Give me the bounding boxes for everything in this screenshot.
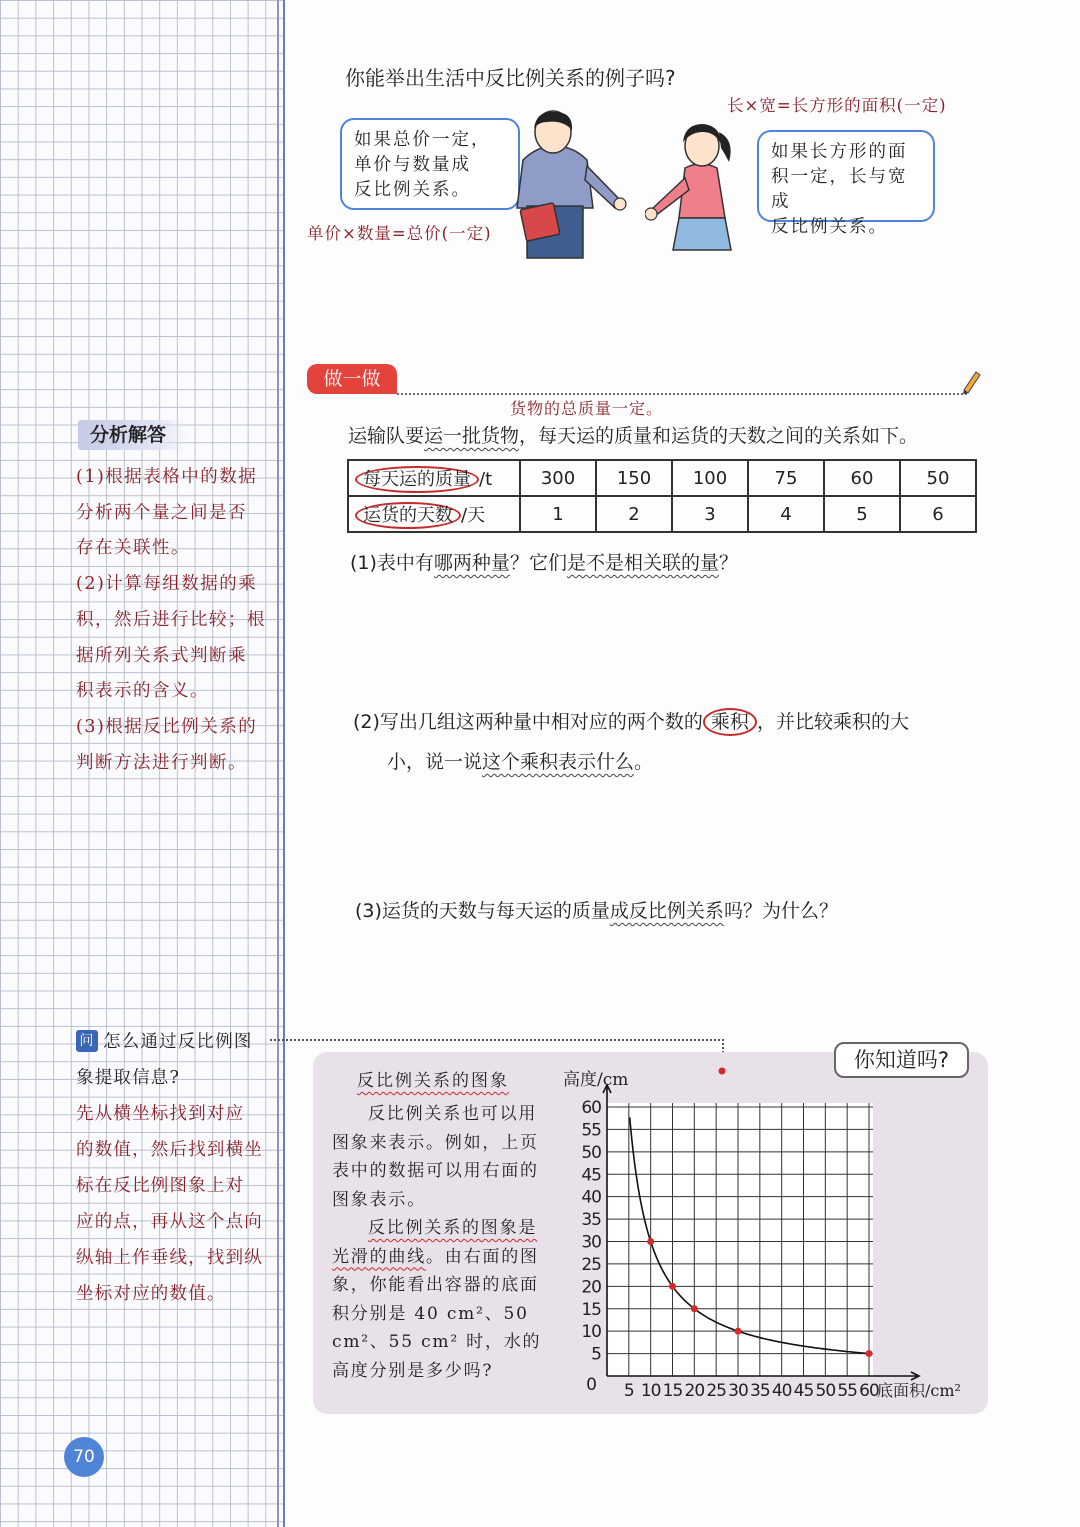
x-tick-label: 55 [837,1381,857,1401]
answer-line: 先从横坐标找到对应 [76,1104,245,1124]
did-you-know-text [332,1100,544,1385]
y-tick-label: 25 [581,1254,601,1275]
table-cell: 50 [900,460,976,496]
row-header: 每天运的质量 /t [348,460,520,496]
intro-question: 你能举出生活中反比例关系的例子吗? [345,66,676,90]
x-tick-label: 25 [706,1381,726,1401]
y-tick-label: 35 [581,1210,601,1231]
table-cell: 300 [520,460,596,496]
x-tick-label: 50 [815,1381,836,1401]
analysis-line: 积，然后进行比较；根 [76,609,266,630]
analysis-line: (1)根据表格中的数据 [76,467,258,487]
origin-label: 0 [586,1375,596,1395]
x-tick-label: 45 [793,1381,814,1401]
total-mass-note: 货物的总质量一定。 [510,399,664,418]
y-tick-label: 5 [591,1344,601,1365]
table-cell: 6 [900,496,976,532]
x-tick-label: 15 [662,1381,683,1401]
section-dashed-line [397,393,967,395]
y-tick-label: 30 [581,1232,601,1253]
x-tick-label: 5 [623,1381,634,1401]
boy-formula: 单价×数量=总价(一定) [307,224,492,243]
connector-line [270,1039,724,1041]
did-you-know-tab: 你知道吗? [834,1042,969,1078]
y-tick-label: 60 [581,1098,601,1118]
y-tick-label: 20 [581,1277,601,1298]
table-cell: 60 [824,460,900,496]
x-tick-label: 30 [728,1381,748,1401]
data-point [691,1305,698,1312]
x-axis-label: 底面积/cm² [877,1381,961,1400]
row-header: 运货的天数 /天 [348,496,520,532]
y-tick-label: 50 [581,1142,601,1163]
x-tick-label: 60 [859,1381,879,1401]
analysis-line: 分析两个量之间是否 [76,502,247,523]
question-3: (3)运货的天数与每天运的质量成反比例关系吗？为什么？ [355,900,838,922]
practice-tag: 做一做 [307,364,397,394]
data-point [669,1283,676,1290]
y-axis-label: 高度/cm [563,1070,629,1090]
y-tick-label: 45 [581,1165,601,1186]
table-cell: 1 [520,496,596,532]
page-number: 70 [64,1437,104,1477]
answer-line: 坐标对应的数值。 [76,1284,226,1304]
data-table [347,459,977,533]
did-you-know-title: 反比例关系的图象 [357,1071,509,1091]
table-row [348,496,976,532]
y-tick-label: 10 [581,1322,601,1343]
y-tick-label: 40 [581,1187,601,1208]
margin-divider [277,0,279,1527]
answer-line: 应的点，再从这个点向 [76,1212,263,1232]
table-cell: 4 [748,496,824,532]
analysis-text [76,460,271,781]
table-cell: 5 [824,496,900,532]
analysis-line: 据所列关系式判断乘 [76,645,247,666]
table-cell: 100 [672,460,748,496]
data-point [735,1328,742,1335]
data-point [866,1350,873,1357]
question-2: (2)写出几组这两种量中相对应的两个数的 乘积 ，并比较乘积的大 小，说一说这个乘积表示什么。 [353,702,993,782]
x-tick-label: 40 [771,1381,792,1401]
table-row [348,460,976,496]
table-cell: 75 [748,460,824,496]
sidebar-question [76,1024,276,1312]
inverse-proportion-chart [545,1060,980,1405]
table-cell: 150 [596,460,672,496]
analysis-line: 存在关联性。 [76,538,190,559]
answer-line: 标在反比例图象上对 [76,1176,245,1196]
connector-dot [719,1068,726,1075]
boy-illustration [505,108,630,263]
analysis-line: (2)计算每组数据的乘 [76,574,258,595]
girl-speech-bubble: 如果长方形的面 积一定，长与宽成 反比例关系。 [757,130,935,222]
boy-speech-bubble: 如果总价一定， 单价与数量成 反比例关系。 [340,118,520,210]
data-point [647,1238,654,1245]
question-line: 问 怎么通过反比例图 [76,1024,276,1060]
pencil-icon [960,368,982,394]
analysis-line: 判断方法进行判断。 [76,752,247,773]
girl-formula: 长×宽=长方形的面积(一定) [727,96,947,115]
y-tick-label: 15 [581,1299,601,1320]
analysis-title: 分析解答 [78,420,188,450]
question-badge: 问 [76,1030,98,1052]
x-tick-label: 10 [640,1381,661,1401]
practice-intro: 运输队要运一批货物，每天运的质量和运货的天数之间的关系如下。 [348,425,919,447]
analysis-line: 积表示的含义。 [76,681,209,702]
analysis-line: (3)根据反比例关系的 [76,716,258,737]
answer-line: 的数值，然后找到横坐 [76,1140,263,1160]
question-1: (1)表中有哪两种量？它们是不是相关联的量？ [350,552,738,574]
x-tick-label: 35 [750,1381,770,1401]
answer-line: 纵轴上作垂线，找到纵 [76,1248,263,1268]
girl-illustration [645,118,755,258]
x-tick-label: 20 [684,1381,705,1401]
table-cell: 3 [672,496,748,532]
paragraph-2: 反比例关系的图象是光滑的曲线。由右面的图象，你能看出容器的底面积分别是 40 cm²、50 cm²、55 cm² 时，水的高度分别是多少吗? [332,1218,542,1381]
question-line: 象提取信息? [76,1068,181,1088]
table-cell: 2 [596,496,672,532]
plot-background [607,1103,873,1376]
paragraph-1: 反比例关系也可以用图象来表示。例如，上页表中的数据可以用右面的图象表示。 [332,1104,539,1210]
y-tick-label: 55 [581,1120,601,1141]
